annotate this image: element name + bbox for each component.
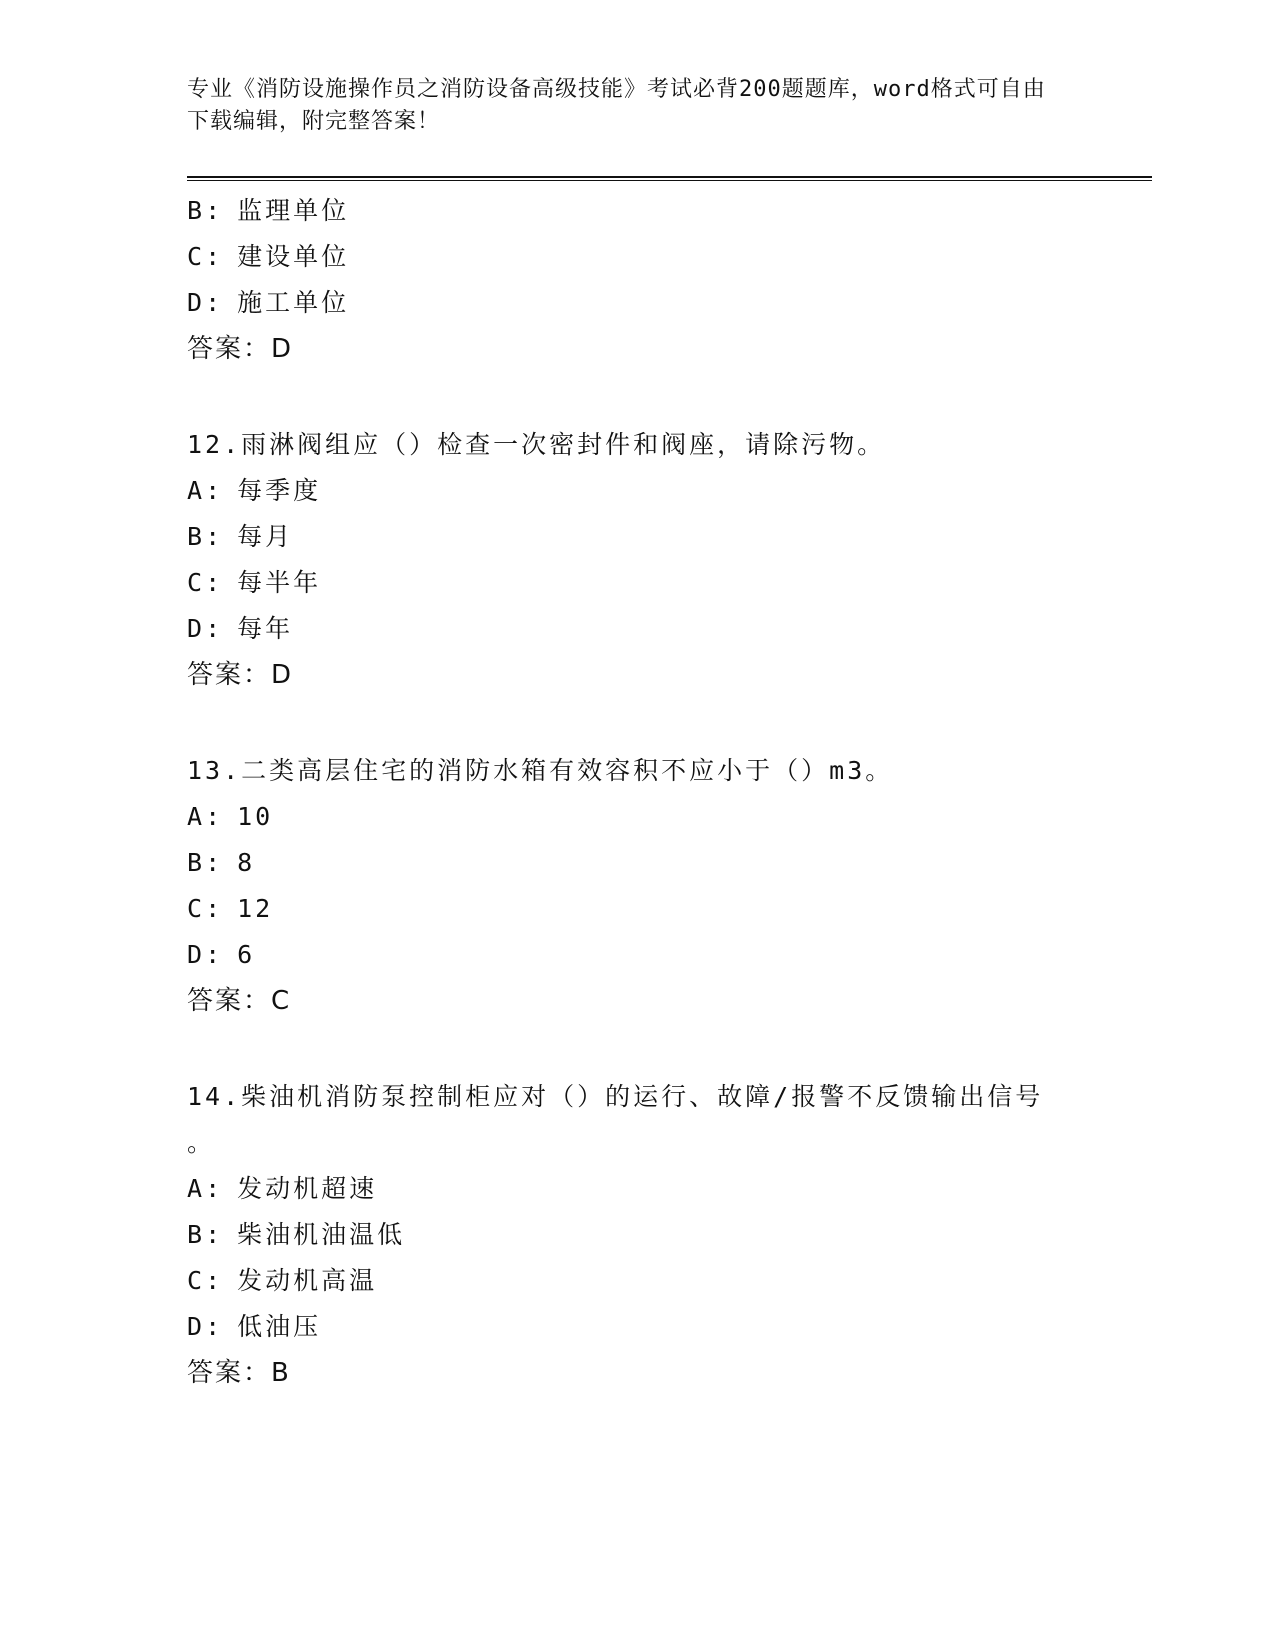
answer-line: 答案：B (187, 1358, 291, 1388)
option-line (187, 234, 1087, 280)
option-separator: : (205, 894, 224, 923)
option-text: 每月 (237, 522, 294, 551)
option-text: 监理单位 (237, 196, 350, 225)
option-separator: : (205, 288, 224, 317)
option-key: A (187, 1174, 206, 1203)
document-header: 专业《消防设施操作员之消防设备高级技能》考试必背200题题库，word格式可自由下载编辑，附完整答案！ (187, 77, 1046, 134)
option-text: 柴油机油温低 (237, 1220, 406, 1249)
option-key: B (187, 1220, 206, 1249)
option-text: 发动机高温 (237, 1266, 378, 1295)
option-key: B (187, 196, 206, 225)
option-line (187, 188, 1087, 234)
prev-question-block (187, 188, 1087, 372)
document-body (187, 188, 1087, 1396)
option-key: A (187, 802, 206, 831)
option-text: 每年 (237, 614, 294, 643)
option-separator: : (205, 940, 224, 969)
option-line (187, 840, 1087, 886)
answer-line: 答案：D (187, 334, 294, 364)
option-line (187, 1258, 1087, 1304)
option-text: 建设单位 (237, 242, 350, 271)
option-key: C (187, 568, 206, 597)
option-separator: : (205, 1312, 224, 1341)
option-line (187, 468, 1087, 514)
option-line (187, 932, 1087, 978)
question-stem: 13.二类高层住宅的消防水箱有效容积不应小于（）m3。 (187, 756, 894, 785)
option-separator: : (205, 1220, 224, 1249)
question-block-12 (187, 422, 1087, 698)
option-text: 低油压 (237, 1312, 322, 1341)
option-key: D (187, 1312, 206, 1341)
option-key: D (187, 288, 206, 317)
option-text: 12 (237, 894, 274, 923)
question-stem-continuation: 。 (187, 1128, 216, 1157)
answer-line: 答案：D (187, 660, 294, 690)
answer-line: 答案：C (187, 986, 292, 1016)
option-text: 每季度 (237, 476, 322, 505)
option-line (187, 1166, 1087, 1212)
option-key: B (187, 848, 206, 877)
option-text: 每半年 (237, 568, 322, 597)
option-key: D (187, 940, 206, 969)
option-line (187, 280, 1087, 326)
header-divider (187, 176, 1152, 181)
option-line (187, 886, 1087, 932)
option-key: C (187, 242, 206, 271)
question-block-14 (187, 1074, 1087, 1396)
option-separator: : (205, 196, 224, 225)
option-separator: : (205, 848, 224, 877)
option-separator: : (205, 614, 224, 643)
question-block-13 (187, 748, 1087, 1024)
option-separator: : (205, 476, 224, 505)
question-stem: 12.雨淋阀组应（）检查一次密封件和阀座，请除污物。 (187, 430, 886, 459)
option-key: C (187, 1266, 206, 1295)
option-separator: : (205, 568, 224, 597)
option-separator: : (205, 1174, 224, 1203)
option-key: B (187, 522, 206, 551)
option-key: A (187, 476, 206, 505)
option-text: 发动机超速 (237, 1174, 378, 1203)
option-separator: : (205, 242, 224, 271)
option-line (187, 606, 1087, 652)
option-key: C (187, 894, 206, 923)
option-separator: : (205, 522, 224, 551)
option-separator: : (205, 1266, 224, 1295)
option-text: 10 (237, 802, 274, 831)
option-line (187, 560, 1087, 606)
option-key: D (187, 614, 206, 643)
option-text: 6 (237, 940, 256, 969)
option-text: 8 (237, 848, 256, 877)
option-line (187, 1212, 1087, 1258)
option-line (187, 1304, 1087, 1350)
option-separator: : (205, 802, 224, 831)
option-line (187, 514, 1087, 560)
option-line (187, 794, 1087, 840)
question-stem: 14.柴油机消防泵控制柜应对（）的运行、故障/报警不反馈输出信号 (187, 1082, 1044, 1111)
option-text: 施工单位 (237, 288, 350, 317)
